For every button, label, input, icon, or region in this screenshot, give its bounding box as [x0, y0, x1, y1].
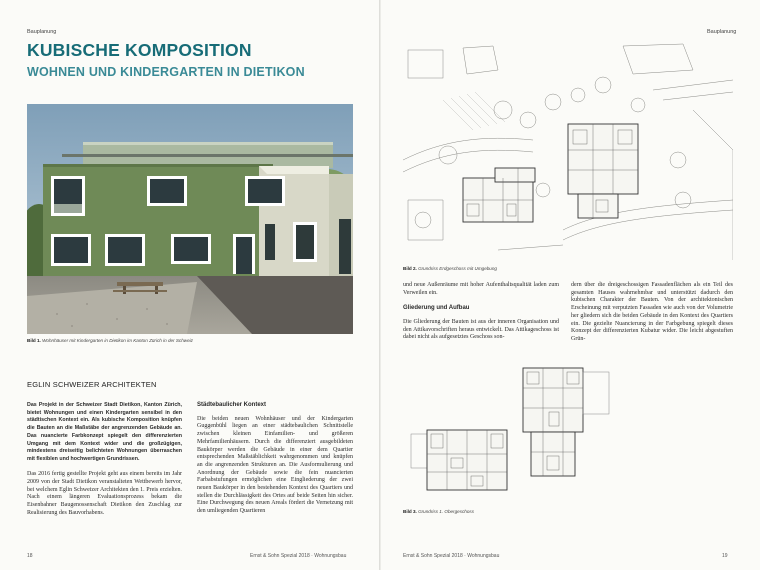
- left-column: [27, 402, 182, 525]
- photo-caption-text: Wohnhäuser mit Kindergarten in Dietikon im Kanton Zürich in der Schweiz: [42, 338, 193, 343]
- page-number-right: 19: [722, 553, 728, 559]
- article-title: KUBISCHE KOMPOSITION: [27, 40, 252, 60]
- building-photo: [27, 104, 353, 334]
- right-column-1: [403, 282, 559, 350]
- footer-right: Ernst & Sohn Spezial 2018 · Wohnungsbau: [403, 553, 500, 559]
- col1-intro: und neue Außenräume mit hoher Aufenthaltsqualität laden zum Verweilen ein.: [403, 282, 559, 296]
- floor-plan-first-floor: [403, 362, 733, 504]
- context-heading: Städtebaulicher Kontext: [197, 402, 267, 408]
- structure-heading: Gliederung und Aufbau: [403, 305, 470, 312]
- structure-paragraph: Die Gliederung der Bauten ist aus der inneren Organisation und den Attikavorschriften heraus entwickelt. Das Attikageschoss ist dabei nicht als aufgesetztes Geschoss son-: [403, 318, 559, 341]
- photo-caption: [27, 338, 193, 343]
- plan3-caption-text: Grundriss 1. Obergeschoss: [418, 509, 474, 514]
- photo-caption-label: Bild 1.: [27, 338, 41, 343]
- author-line: EGLIN SCHWEIZER ARCHITEKTEN: [27, 380, 157, 389]
- right-page: [381, 0, 760, 570]
- section-label: Bauplanung: [27, 29, 57, 35]
- col2-paragraph: dern über die dreigeschossigen Fassadenflächen als ein Teil des gesamten Hauses wahrnehmbar und unterstützt dadurch den kubischen Charakter der Bauten. Von der architektonischen Erscheinung mit verputzten Fassaden wie auch von der Volumetrie her gliedern sich die beiden Gebäude in den Kontext des Quartiers ein. Die gezielte Nuancierung in der Farbgebung spiegelt dieses Konzept der differenzierten Kubatur wider. Die leicht abgestuften Grün-: [571, 282, 733, 342]
- context-paragraph: Die beiden neuen Wohnhäuser und der Kindergarten Guggenbühl liegen an einer städtebaulichen Schnittstelle zwischen kleinen Einfamilien- und größeren Mehrfamilienhäusern. Durch die differenziert ausgebildeten Baukörper werden die Gebäude in einer dem Quartier entsprechenden Maßstäblichkeit wahrgenommen und knüpfen an die angrenzenden Strukturen an. Die Ausformulierung und Anordnung der Gebäude sowie die fein nuancierten Farbabstufungen ermöglichen eine Eingliederung der zwei neuen Baukörper in den bestehenden Kontext des Quartiers und stellen die Durchlässigkeit des Ortes auf beide Seiten hin sicher. Eine Durchwegung des neuen Areals fördert die Vernetzung mit den umliegenden Quartieren: [197, 415, 353, 515]
- right-column-2: [571, 282, 733, 351]
- section-label-right: Bauplanung: [707, 29, 737, 35]
- plan3-caption-label: Bild 3.: [403, 509, 417, 514]
- plan2-caption-text: Grundriss Erdgeschoss mit Umgebung: [418, 266, 497, 271]
- plan2-caption-label: Bild 2.: [403, 266, 417, 271]
- footer-left: Ernst & Sohn Spezial 2018 · Wohnungsbau: [250, 553, 347, 559]
- plan2-caption: [403, 266, 497, 271]
- article-subtitle: WOHNEN UND KINDERGARTEN IN DIETIKON: [27, 65, 305, 79]
- context-column: [197, 402, 353, 524]
- site-plan-ground-floor: [403, 40, 733, 262]
- plan3-caption: [403, 509, 474, 514]
- lead-paragraph: Das Projekt in der Schweizer Stadt Dietikon, Kanton Zürich, bietet Wohnungen und einen Kindergarten sensibel in den städtischen Kontext ein. Als kubische Komposition knüpfen die Bauten an die Maßstäbe der angrenzenden Gebäude an. Das nuancierte Farbkonzept spiegelt den differenzierten Umgang mit dem Kontext wider und die großzügigen, mindestens dreiseitig belichteten Wohnungen überraschen mit flexiblen und hochwertigen Grundrissen.: [27, 402, 182, 462]
- page-number-left: 18: [27, 553, 33, 559]
- intro-paragraph: Das 2016 fertig gestellte Projekt geht aus einem bereits im Jahr 2009 von der Stadt Dietikon veranstalteten Wettbewerb hervor, bei welchem Eglin Schweizer Architekten den 1. Preis erzielten. Nach einem längeren Evaluationsprozess bekam die Eisenbahner Baugenossenschaft Dietikon den Zuschlag zur Realisierung des Bauvorhabens.: [27, 471, 182, 516]
